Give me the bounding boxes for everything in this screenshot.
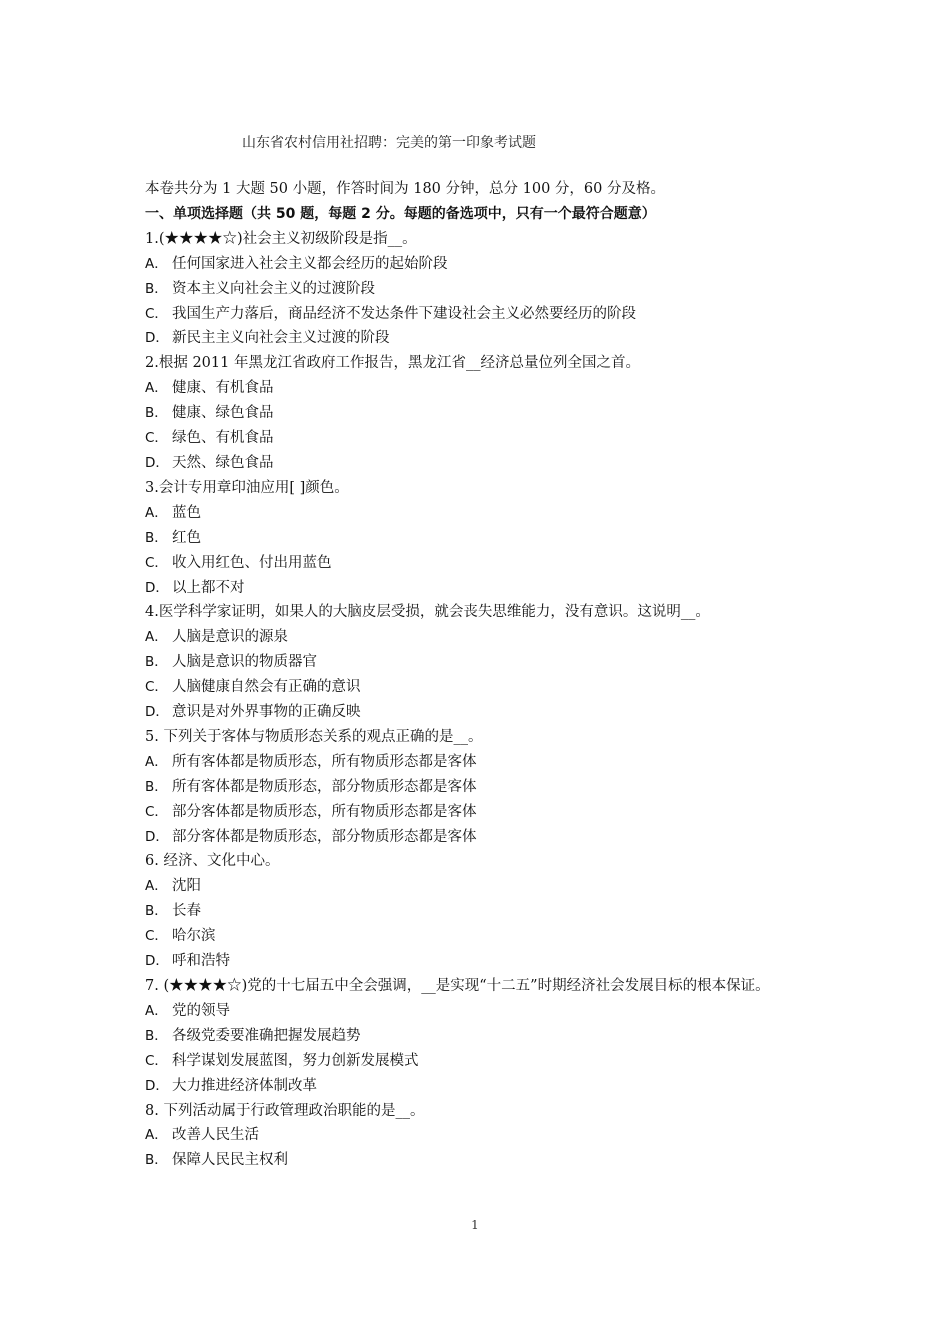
option-letter: A． xyxy=(145,1127,168,1144)
answer-option xyxy=(145,999,815,1024)
option-letter: B． xyxy=(145,1152,168,1169)
option-text: 各级党委要准确把握发展趋势 xyxy=(172,1027,361,1044)
answer-option xyxy=(145,526,815,551)
answer-option xyxy=(145,326,815,351)
option-text: 天然、绿色食品 xyxy=(172,454,274,471)
answer-option xyxy=(145,825,815,850)
option-text: 资本主义向社会主义的过渡阶段 xyxy=(172,280,375,297)
answer-option xyxy=(145,1049,815,1074)
option-letter: B． xyxy=(145,903,168,920)
option-text: 部分客体都是物质形态，部分物质形态都是客体 xyxy=(172,828,477,845)
option-letter: D． xyxy=(145,330,169,347)
option-letter: C． xyxy=(145,430,168,447)
question-stem: 3.会计专用章印油应用[ ]颜色。 xyxy=(145,479,349,496)
answer-option xyxy=(145,675,815,700)
option-letter: C． xyxy=(145,1052,168,1069)
option-letter: D． xyxy=(145,579,169,596)
option-text: 长春 xyxy=(172,903,201,920)
answer-option xyxy=(145,700,815,725)
answer-option xyxy=(145,376,815,401)
question-8 xyxy=(145,1099,815,1174)
answer-option xyxy=(145,650,815,675)
answer-option xyxy=(145,277,815,302)
answer-option xyxy=(145,426,815,451)
answer-option xyxy=(145,252,815,277)
option-text: 科学谋划发展蓝图，努力创新发展模式 xyxy=(172,1052,419,1069)
answer-option xyxy=(145,800,815,825)
option-text: 蓝色 xyxy=(172,504,201,521)
option-text: 所有客体都是物质形态，部分物质形态都是客体 xyxy=(172,778,477,795)
option-text: 保障人民民主权利 xyxy=(172,1152,288,1169)
option-text: 红色 xyxy=(172,529,201,546)
option-letter: A． xyxy=(145,878,168,895)
option-letter: C． xyxy=(145,803,168,820)
option-letter: A． xyxy=(145,255,168,272)
answer-option xyxy=(145,625,815,650)
answer-option xyxy=(145,501,815,526)
answer-option xyxy=(145,949,815,974)
option-letter: D． xyxy=(145,1077,169,1094)
answer-option xyxy=(145,775,815,800)
option-text: 人脑健康自然会有正确的意识 xyxy=(172,679,361,696)
option-text: 绿色、有机食品 xyxy=(172,430,274,447)
option-text: 我国生产力落后，商品经济不发达条件下建设社会主义必然要经历的阶段 xyxy=(172,305,636,322)
document-body xyxy=(145,177,815,1173)
option-letter: C． xyxy=(145,928,168,945)
answer-option xyxy=(145,1074,815,1099)
option-text: 人脑是意识的物质器官 xyxy=(172,654,317,671)
option-letter: D． xyxy=(145,828,169,845)
option-letter: B． xyxy=(145,529,168,546)
answer-option xyxy=(145,451,815,476)
option-text: 人脑是意识的源泉 xyxy=(172,629,288,646)
option-letter: B． xyxy=(145,778,168,795)
question-stem: 8. 下列活动属于行政管理政治职能的是__。 xyxy=(145,1102,425,1119)
option-letter: B． xyxy=(145,405,168,422)
option-text: 任何国家进入社会主义都会经历的起始阶段 xyxy=(172,255,448,272)
option-letter: A． xyxy=(145,380,168,397)
question-stem: 1.(★★★★☆)社会主义初级阶段是指__。 xyxy=(145,230,417,247)
page-number: 1 xyxy=(471,1218,479,1232)
question-stem: 6. 经济、文化中心。 xyxy=(145,853,280,870)
question-stem: 7. (★★★★☆)党的十七届五中全会强调，__是实现“十二五”时期经济社会发展目标的根本保证。 xyxy=(145,978,770,994)
option-letter: A． xyxy=(145,504,168,521)
option-letter: B． xyxy=(145,280,168,297)
answer-option xyxy=(145,1024,815,1049)
document-title: 山东省农村信用社招聘：完美的第一印象考试题 xyxy=(242,135,536,151)
question-3 xyxy=(145,476,815,601)
question-4 xyxy=(145,600,815,725)
exam-intro: 本卷共分为 1 大题 50 小题，作答时间为 180 分钟，总分 100 分，60 分及格。 xyxy=(145,181,665,197)
option-letter: C． xyxy=(145,305,168,322)
option-text: 改善人民生活 xyxy=(172,1127,259,1144)
answer-option xyxy=(145,1148,815,1173)
answer-option xyxy=(145,750,815,775)
option-text: 收入用红色、付出用蓝色 xyxy=(172,554,332,571)
question-2 xyxy=(145,351,815,476)
option-text: 大力推进经济体制改革 xyxy=(172,1077,317,1094)
option-letter: A． xyxy=(145,629,168,646)
option-text: 沈阳 xyxy=(172,878,201,895)
question-5 xyxy=(145,725,815,850)
option-text: 哈尔滨 xyxy=(172,928,216,945)
option-letter: C． xyxy=(145,554,168,571)
option-letter: C． xyxy=(145,679,168,696)
question-stem: 5. 下列关于客体与物质形态关系的观点正确的是__。 xyxy=(145,728,483,745)
option-text: 部分客体都是物质形态，所有物质形态都是客体 xyxy=(172,803,477,820)
question-1 xyxy=(145,227,815,352)
option-letter: A． xyxy=(145,1002,168,1019)
option-text: 呼和浩特 xyxy=(172,953,230,970)
question-stem: 2.根据 2011 年黑龙江省政府工作报告，黑龙江省__经济总量位列全国之首。 xyxy=(145,355,640,372)
answer-option xyxy=(145,924,815,949)
option-letter: D． xyxy=(145,953,169,970)
option-text: 党的领导 xyxy=(172,1002,230,1019)
option-text: 健康、绿色食品 xyxy=(172,405,274,422)
question-6 xyxy=(145,849,815,974)
option-letter: A． xyxy=(145,753,168,770)
option-letter: D． xyxy=(145,704,169,721)
option-text: 健康、有机食品 xyxy=(172,380,274,397)
question-7 xyxy=(145,974,815,1099)
answer-option xyxy=(145,874,815,899)
option-text: 新民主主义向社会主义过渡的阶段 xyxy=(172,330,390,347)
option-letter: D． xyxy=(145,454,169,471)
option-letter: B． xyxy=(145,1027,168,1044)
answer-option xyxy=(145,576,815,601)
answer-option xyxy=(145,1123,815,1148)
question-list xyxy=(145,227,815,1173)
answer-option xyxy=(145,899,815,924)
option-text: 所有客体都是物质形态，所有物质形态都是客体 xyxy=(172,753,477,770)
answer-option xyxy=(145,551,815,576)
answer-option xyxy=(145,302,815,327)
answer-option xyxy=(145,401,815,426)
question-stem: 4.医学科学家证明，如果人的大脑皮层受损，就会丧失思维能力，没有意识。这说明__。 xyxy=(145,604,710,621)
section-heading: 一、单项选择题（共 50 题，每题 2 分。每题的备选项中，只有一个最符合题意） xyxy=(145,205,656,222)
option-letter: B． xyxy=(145,654,168,671)
option-text: 以上都不对 xyxy=(172,579,245,596)
option-text: 意识是对外界事物的正确反映 xyxy=(172,704,361,721)
